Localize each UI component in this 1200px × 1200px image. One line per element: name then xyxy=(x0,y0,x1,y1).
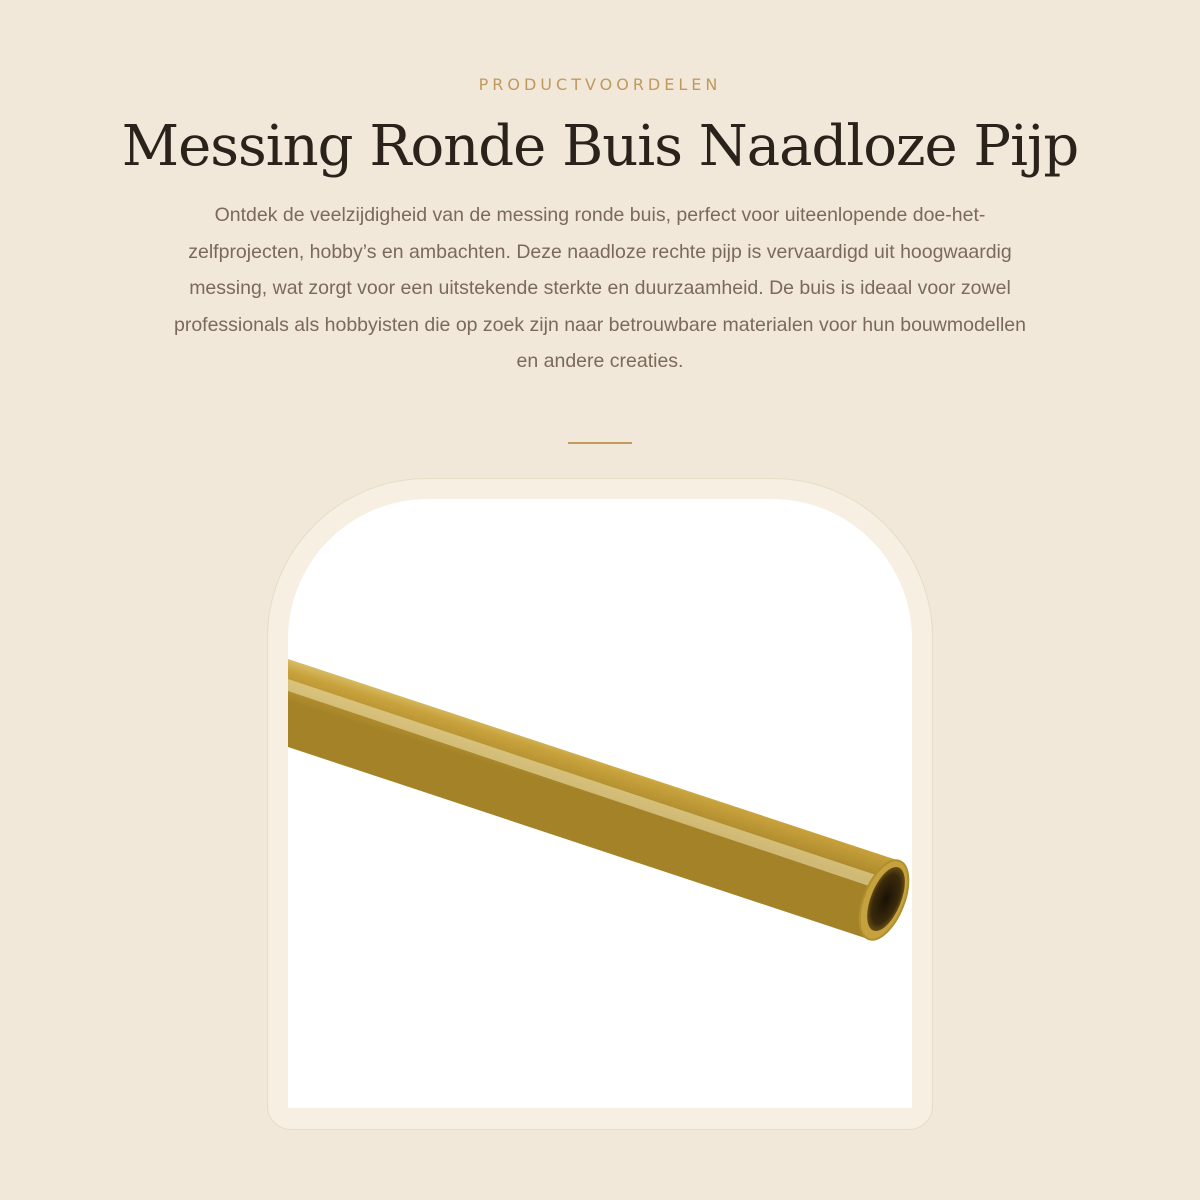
page-title: Messing Ronde Buis Naadloze Pijp xyxy=(121,114,1079,179)
accent-divider xyxy=(568,442,632,444)
section-eyebrow: PRODUCTVOORDELEN xyxy=(478,75,722,94)
tube-body xyxy=(288,659,900,939)
brass-tube-image xyxy=(288,499,912,1108)
product-description: Ontdek de veelzijdigheid van de messing ronde buis, perfect voor uiteenlopende doe-het-zelfprojecten, hobby’s en ambachten. Deze naadloze rechte pijp is vervaardigd uit hoogwaardig messing, wat zorgt voor een uitstekende sterkte en duurzaamheid. De buis is ideaal voor zowel professionals als hobbyisten die op zoek zijn naar betrouwbare materialen voor hun bouwmodellen en andere creaties. xyxy=(173,204,1026,372)
